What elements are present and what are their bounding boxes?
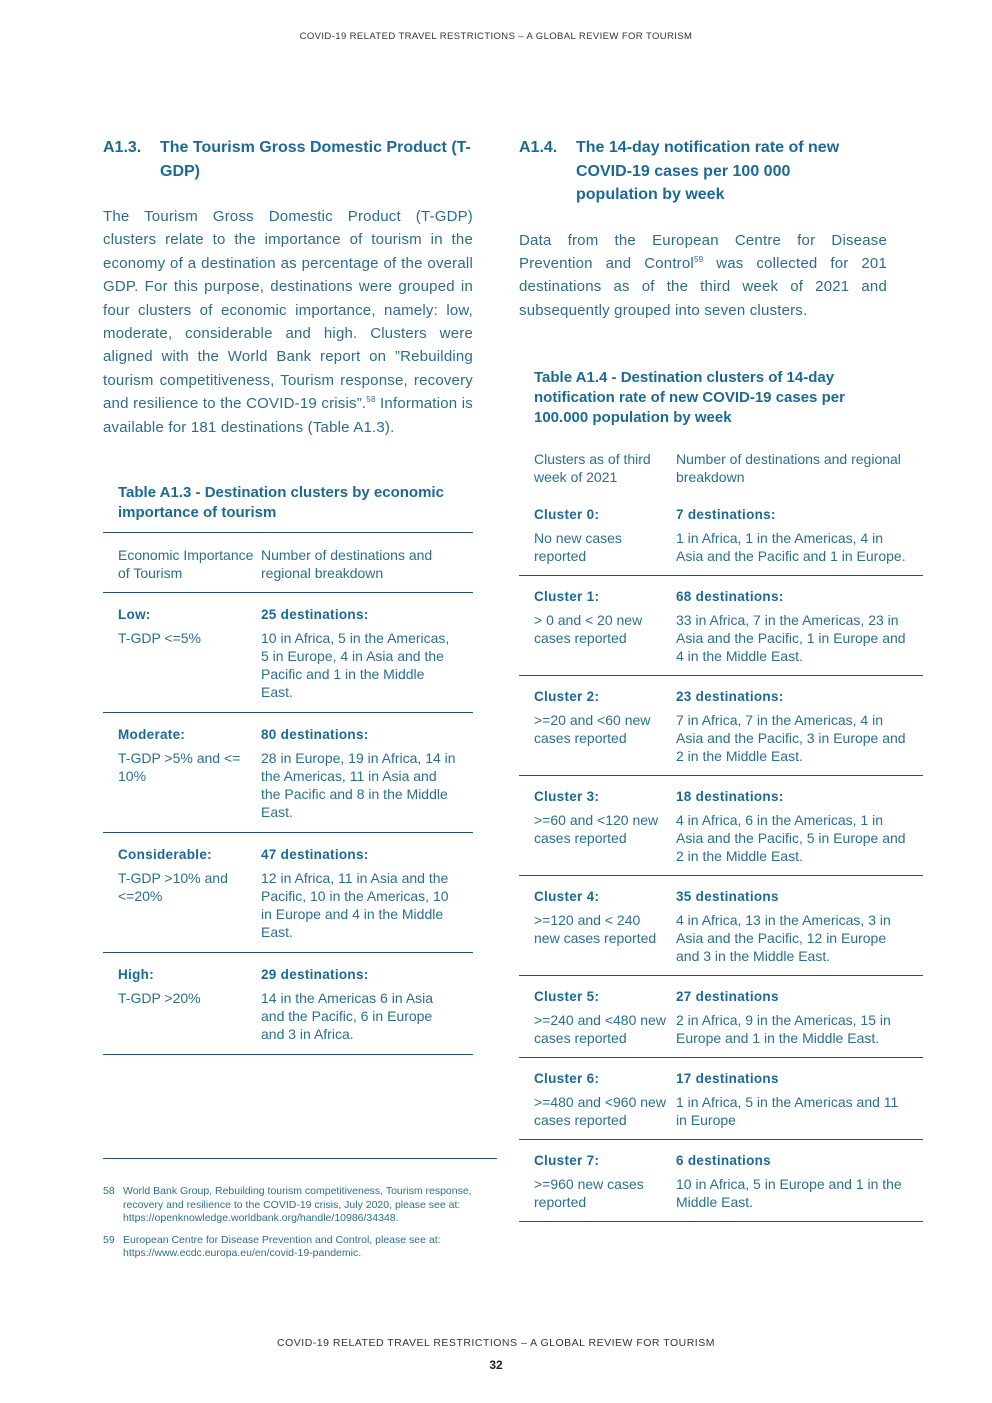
row-breakdown: 4 in Africa, 6 in the Americas, 1 in Asia and the Pacific, 5 in Europe and 2 in the Middle East. bbox=[676, 812, 906, 865]
row-label: Cluster 0: bbox=[534, 507, 600, 523]
row-label: Cluster 2: bbox=[534, 689, 600, 705]
row-breakdown: 28 in Europe, 19 in Africa, 14 in the Americas, 11 in Asia and the Pacific and 8 in the Middle East. bbox=[261, 750, 456, 821]
section-a13-title: The Tourism Gross Domestic Product (T-GDP) bbox=[160, 139, 471, 180]
table-a14-caption: Table A1.4 - Destination clusters of 14-day notification rate of new COVID-19 cases per 100.000 population by week bbox=[534, 369, 845, 427]
row-criteria: >=120 and < 240 new cases reported bbox=[534, 912, 657, 947]
row-criteria: T-GDP <=5% bbox=[118, 630, 202, 647]
row-criteria: T-GDP >10% and <=20% bbox=[118, 870, 228, 905]
table-row bbox=[519, 496, 923, 576]
row-criteria: >=60 and <120 new cases reported bbox=[534, 812, 659, 847]
table-row bbox=[519, 576, 923, 676]
row-label: Moderate: bbox=[118, 727, 186, 743]
row-breakdown: 4 in Africa, 13 in the Americas, 3 in Asia and the Pacific, 12 in Europe and 3 in the Middle East. bbox=[676, 912, 891, 965]
row-count: 80 destinations: bbox=[261, 727, 369, 743]
table-a13 bbox=[103, 532, 473, 1055]
row-label: Cluster 7: bbox=[534, 1153, 600, 1169]
running-header: COVID-19 RELATED TRAVEL RESTRICTIONS – A GLOBAL REVIEW FOR TOURISM bbox=[299, 31, 693, 42]
row-breakdown: 10 in Africa, 5 in Europe and 1 in the Middle East. bbox=[676, 1176, 902, 1211]
row-criteria: >=960 new cases reported bbox=[534, 1176, 644, 1211]
row-label: High: bbox=[118, 967, 154, 983]
footnote-59 bbox=[103, 1234, 497, 1261]
row-label: Cluster 5: bbox=[534, 989, 600, 1005]
table-a13-caption: Table A1.3 - Destination clusters by economic importance of tourism bbox=[118, 484, 444, 522]
table-a13-header-col2: Number of destinations and regional breakdown bbox=[261, 547, 433, 582]
table-row bbox=[103, 713, 473, 833]
footnote-text[interactable]: European Centre for Disease Prevention and Control, please see at: https://www.ecdc.europa.eu/en/covid-19-pandemic. bbox=[123, 1233, 441, 1259]
table-row bbox=[519, 1058, 923, 1140]
row-label: Cluster 1: bbox=[534, 589, 600, 605]
row-count: 29 destinations: bbox=[261, 967, 369, 983]
table-row bbox=[519, 976, 923, 1058]
row-count: 27 destinations bbox=[676, 989, 779, 1005]
row-breakdown: 1 in Africa, 1 in the Americas, 4 in Asia and the Pacific and 1 in Europe. bbox=[676, 530, 906, 565]
row-label: Cluster 3: bbox=[534, 789, 600, 805]
row-criteria: >=240 and <480 new cases reported bbox=[534, 1012, 666, 1047]
row-criteria: >=480 and <960 new cases reported bbox=[534, 1094, 666, 1129]
footnote-ref-59[interactable]: 59 bbox=[693, 254, 704, 264]
table-row bbox=[103, 593, 473, 713]
row-breakdown: 10 in Africa, 5 in the Americas, 5 in Europe, 4 in Asia and the Pacific and 1 in the Middle East. bbox=[261, 630, 450, 701]
row-count: 7 destinations: bbox=[676, 507, 776, 523]
row-label: Cluster 4: bbox=[534, 889, 600, 905]
table-row bbox=[103, 833, 473, 953]
section-a14-paragraph-text: Data from the European Centre for Disease Prevention and Control bbox=[519, 231, 887, 272]
footnote-divider bbox=[103, 1158, 497, 1159]
table-row bbox=[519, 1140, 923, 1222]
table-a14-header-col2: Number of destinations and regional breakdown bbox=[676, 451, 901, 486]
footer-title: COVID-19 RELATED TRAVEL RESTRICTIONS – A GLOBAL REVIEW FOR TOURISM bbox=[277, 1337, 715, 1349]
row-count: 18 destinations: bbox=[676, 789, 784, 805]
table-a14-header-col1: Clusters as of third week of 2021 bbox=[534, 451, 651, 486]
footnote-text[interactable]: World Bank Group, Rebuilding tourism competitiveness, Tourism response, recovery and resilience to the COVID-19 crisis, July 2020, please see at: https://openknowledge.worldbank.org/handle/10986/34348. bbox=[123, 1185, 472, 1224]
row-breakdown: 2 in Africa, 9 in the Americas, 15 in Europe and 1 in the Middle East. bbox=[676, 1012, 891, 1047]
row-breakdown: 7 in Africa, 7 in the Americas, 4 in Asia and the Pacific, 3 in Europe and 2 in the Middle East. bbox=[676, 712, 906, 765]
footnote-58 bbox=[103, 1185, 497, 1226]
row-criteria: >=20 and <60 new cases reported bbox=[534, 712, 651, 747]
row-count: 23 destinations: bbox=[676, 689, 784, 705]
row-count: 68 destinations: bbox=[676, 589, 784, 605]
row-label: Cluster 6: bbox=[534, 1071, 600, 1087]
row-criteria: T-GDP >20% bbox=[118, 990, 201, 1007]
row-breakdown: 33 in Africa, 7 in the Americas, 23 in Asia and the Pacific, 1 in Europe and 4 in the Middle East. bbox=[676, 612, 906, 665]
row-criteria: No new cases reported bbox=[534, 530, 622, 565]
section-a13-paragraph bbox=[103, 205, 473, 439]
row-count: 25 destinations: bbox=[261, 607, 369, 623]
page-number: 32 bbox=[489, 1358, 503, 1372]
footnotes bbox=[103, 1185, 497, 1269]
section-a13-paragraph-text: The Tourism Gross Domestic Product (T-GDP) clusters relate to the importance of tourism in the economy of a destination as percentage of the overall GDP. For this purpose, destinations were grouped in four clusters of economic importance, namely: low, moderate, considerable and high. Clusters were aligned with the World Bank report on ”Rebuilding tourism competitiveness, Tourism response, recovery and resilience to the COVID-19 crisis”. bbox=[103, 208, 473, 413]
table-a14-header-row bbox=[519, 438, 923, 496]
section-a14-title: The 14-day notification rate of new COVID-19 cases per 100 000 population by week bbox=[576, 139, 840, 203]
left-column bbox=[103, 136, 473, 1055]
section-a14-paragraph bbox=[519, 229, 887, 323]
table-a14 bbox=[519, 438, 923, 1222]
row-count: 35 destinations bbox=[676, 889, 779, 905]
row-label: Considerable: bbox=[118, 847, 212, 863]
row-label: Low: bbox=[118, 607, 151, 623]
section-a14-paragraph-end: was collected for 201 destinations as of the third week of 2021 and subsequently grouped into seven clusters. bbox=[519, 254, 887, 319]
row-breakdown: 1 in Africa, 5 in the Americas and 11 in Europe bbox=[676, 1094, 899, 1129]
row-breakdown: 14 in the Americas 6 in Asia and the Pacific, 6 in Europe and 3 in Africa. bbox=[261, 990, 433, 1043]
section-a14-heading bbox=[519, 136, 923, 207]
footnote-ref-58[interactable]: 58 bbox=[366, 395, 376, 405]
row-criteria: T-GDP >5% and <= 10% bbox=[118, 750, 241, 785]
footnote-number: 59 bbox=[103, 1233, 115, 1246]
table-row bbox=[519, 776, 923, 876]
table-a13-header-row bbox=[103, 533, 473, 593]
row-breakdown: 12 in Africa, 11 in Asia and the Pacific, 10 in the Americas, 10 in Europe and 4 in the Middle East. bbox=[261, 870, 449, 941]
row-count: 17 destinations bbox=[676, 1071, 779, 1087]
footnote-number: 58 bbox=[103, 1185, 115, 1197]
right-column bbox=[519, 136, 923, 1222]
row-criteria: > 0 and < 20 new cases reported bbox=[534, 612, 643, 647]
section-a13-number: A1.3. bbox=[103, 139, 142, 156]
table-row bbox=[519, 876, 923, 976]
table-a13-header-col1: Economic Importance of Tourism bbox=[118, 547, 254, 582]
table-row bbox=[103, 953, 473, 1055]
table-row bbox=[519, 676, 923, 776]
row-count: 47 destinations: bbox=[261, 847, 369, 863]
section-a13-heading bbox=[103, 136, 473, 183]
section-a14-number: A1.4. bbox=[519, 139, 558, 156]
section-a13-paragraph-end: Information is available for 181 destinations (Table A1.3). bbox=[103, 395, 473, 436]
row-count: 6 destinations bbox=[676, 1153, 771, 1169]
